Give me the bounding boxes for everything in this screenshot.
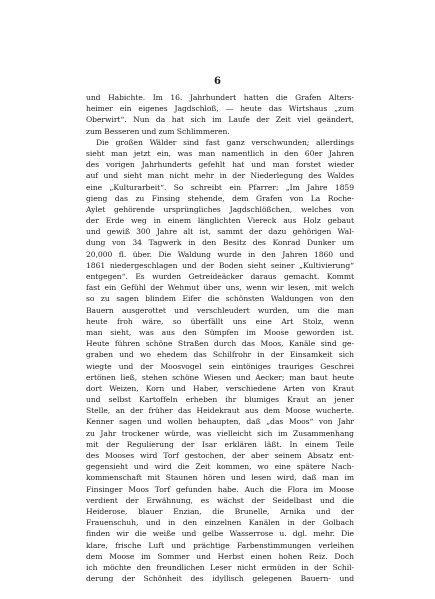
text-line: wiegte und der Moosvogel sein eintöniges trauriges Geschrei: [86, 361, 354, 371]
text-line: dung von 34 Tagwerk in den Besitz des Konrad Dunker um: [86, 238, 354, 248]
text-line: gieng das zu Finsing stehende, dem Grafen von La Roche-: [86, 193, 354, 203]
text-line: verdient der Erwähnung, es wächst der Seidelbast und die: [86, 495, 354, 505]
text-line: Aylet gehörende ursprüngliches Jagdschlößchen, welches von: [86, 204, 354, 214]
text-line: gegensieht und wird die Zeit kommen, wo eine spätere Nach-: [86, 462, 354, 472]
text-line: entgegen“. Es wurden Getreideäcker daraus gemacht. Kommt: [86, 272, 354, 281]
text-line: heute froh wäre, so überfällt uns eine Art Stolz, wenn: [86, 316, 354, 326]
text-line: man sieht, was aus den Sümpfen im Moose geworden ist.: [86, 327, 354, 337]
text-line: derung der Schönheit des idyllisch gelegenen Bauern- und: [86, 574, 354, 584]
text-line: Kenner sagen und wollen behaupten, daß „das Moos“ von Jahr: [86, 417, 354, 427]
text-line: zu Jahr trockener würde, was vielleicht sich im Zusammenhang: [86, 428, 354, 438]
text-line: ich möchte den freundlichen Leser nicht ermüden in der Schil-: [86, 562, 354, 572]
text-line: dem Moose im Sommer und Herbst einen hohen Reiz. Doch: [86, 551, 354, 561]
text-line: Die großen Wälder sind fast ganz verschwunden; allerdings: [96, 137, 354, 147]
body-text: [86, 92, 354, 584]
text-line: 1861 niedergeschlagen und der Boden sieht seiner „Kultivierung“: [86, 260, 354, 270]
text-line: und Habichte. Im 16. Jahrhundert hatten die Grafen Alters-: [86, 93, 354, 102]
text-line: kommenschaft mit Staunen hören und lesen wird, daß man im: [86, 473, 354, 483]
text-line: Bauern ausgerottet und verschleudert wurden, um die man: [86, 305, 354, 315]
page-number: 6: [214, 76, 221, 87]
text-line: fast ein Gefühl der Wehmut über uns, wenn wir lesen, mit welch: [86, 283, 354, 293]
text-line: ertönen ließ, stehen schöne Wiesen und Aecker; man baut heute: [86, 372, 354, 382]
text-line: auf und sieht man nicht mehr in der Niederlegung des Waldes: [86, 171, 354, 181]
text-line: und selbst Kartoffeln erheben ihr blumiges Kraut an jener: [86, 395, 354, 405]
text-line: Frauenschuh, und in den einzelnen Kanälen in der Golbach: [86, 518, 354, 528]
text-line: 20,000 fl. über. Die Waldung wurde in den Jahren 1860 und: [86, 249, 354, 259]
text-line: Heiderose, blauer Enzian, die Brunelle, Arnika und der: [86, 506, 354, 516]
text-line: finden wir die weiße und gelbe Wasserrose u. dgl. mehr. Die: [86, 529, 354, 539]
text-line: des Mooses wird Torf gestochen, der aber seinem Absatz ent-: [86, 451, 354, 460]
text-line: dort Weizen, Korn und Haber, verschiedene Arten von Kraut: [86, 383, 354, 393]
text-line: Stelle, an der früher das Heidekraut aus dem Moose wucherte.: [86, 406, 354, 416]
text-line: heimer ein eigenes Jagdschloß, — heute das Wirtshaus „zum: [86, 104, 354, 114]
text-line: Heute führen schöne Straßen durch das Moos, Kanäle sind ge-: [86, 339, 354, 349]
text-line: der Erde weg in einem länglichten Viereck aus Holz gebaut: [86, 216, 354, 226]
text-line: graben und wo ehedem das Schilfrohr in der Einsamkeit sich: [86, 350, 354, 360]
text-line: zum Besseren und zum Schlimmeren.: [86, 126, 230, 136]
text-line: des vorigen Jahrhunderts gefehlt hat und man forstet wieder: [86, 160, 354, 170]
text-line: Finsinger Moos Torf gefunden habe. Auch die Flora im Moose: [86, 484, 354, 494]
text-line: eine „Kulturarbeit“. So schreibt ein Pfarrer: „Im Jahre 1859: [86, 182, 354, 192]
text-line: klare, frische Luft und prächtige Farbenstimmungen verleihen: [86, 540, 354, 550]
text-line: sieht man jetzt ein, was man namentlich in den 60er Jahren: [86, 148, 354, 158]
text-line: mit der Regulierung der Isar erklären läßt. In einem Teile: [86, 439, 354, 449]
text-line: so zu sagen blindem Eifer die schönsten Waldungen von den: [86, 294, 354, 304]
text-line: Oberwirt“. Nun da hat sich im Laufe der Zeit viel geändert,: [86, 115, 354, 125]
text-line: und gewiß 300 Jahre alt ist, sammt der dazu gehörigen Wal-: [86, 227, 354, 237]
